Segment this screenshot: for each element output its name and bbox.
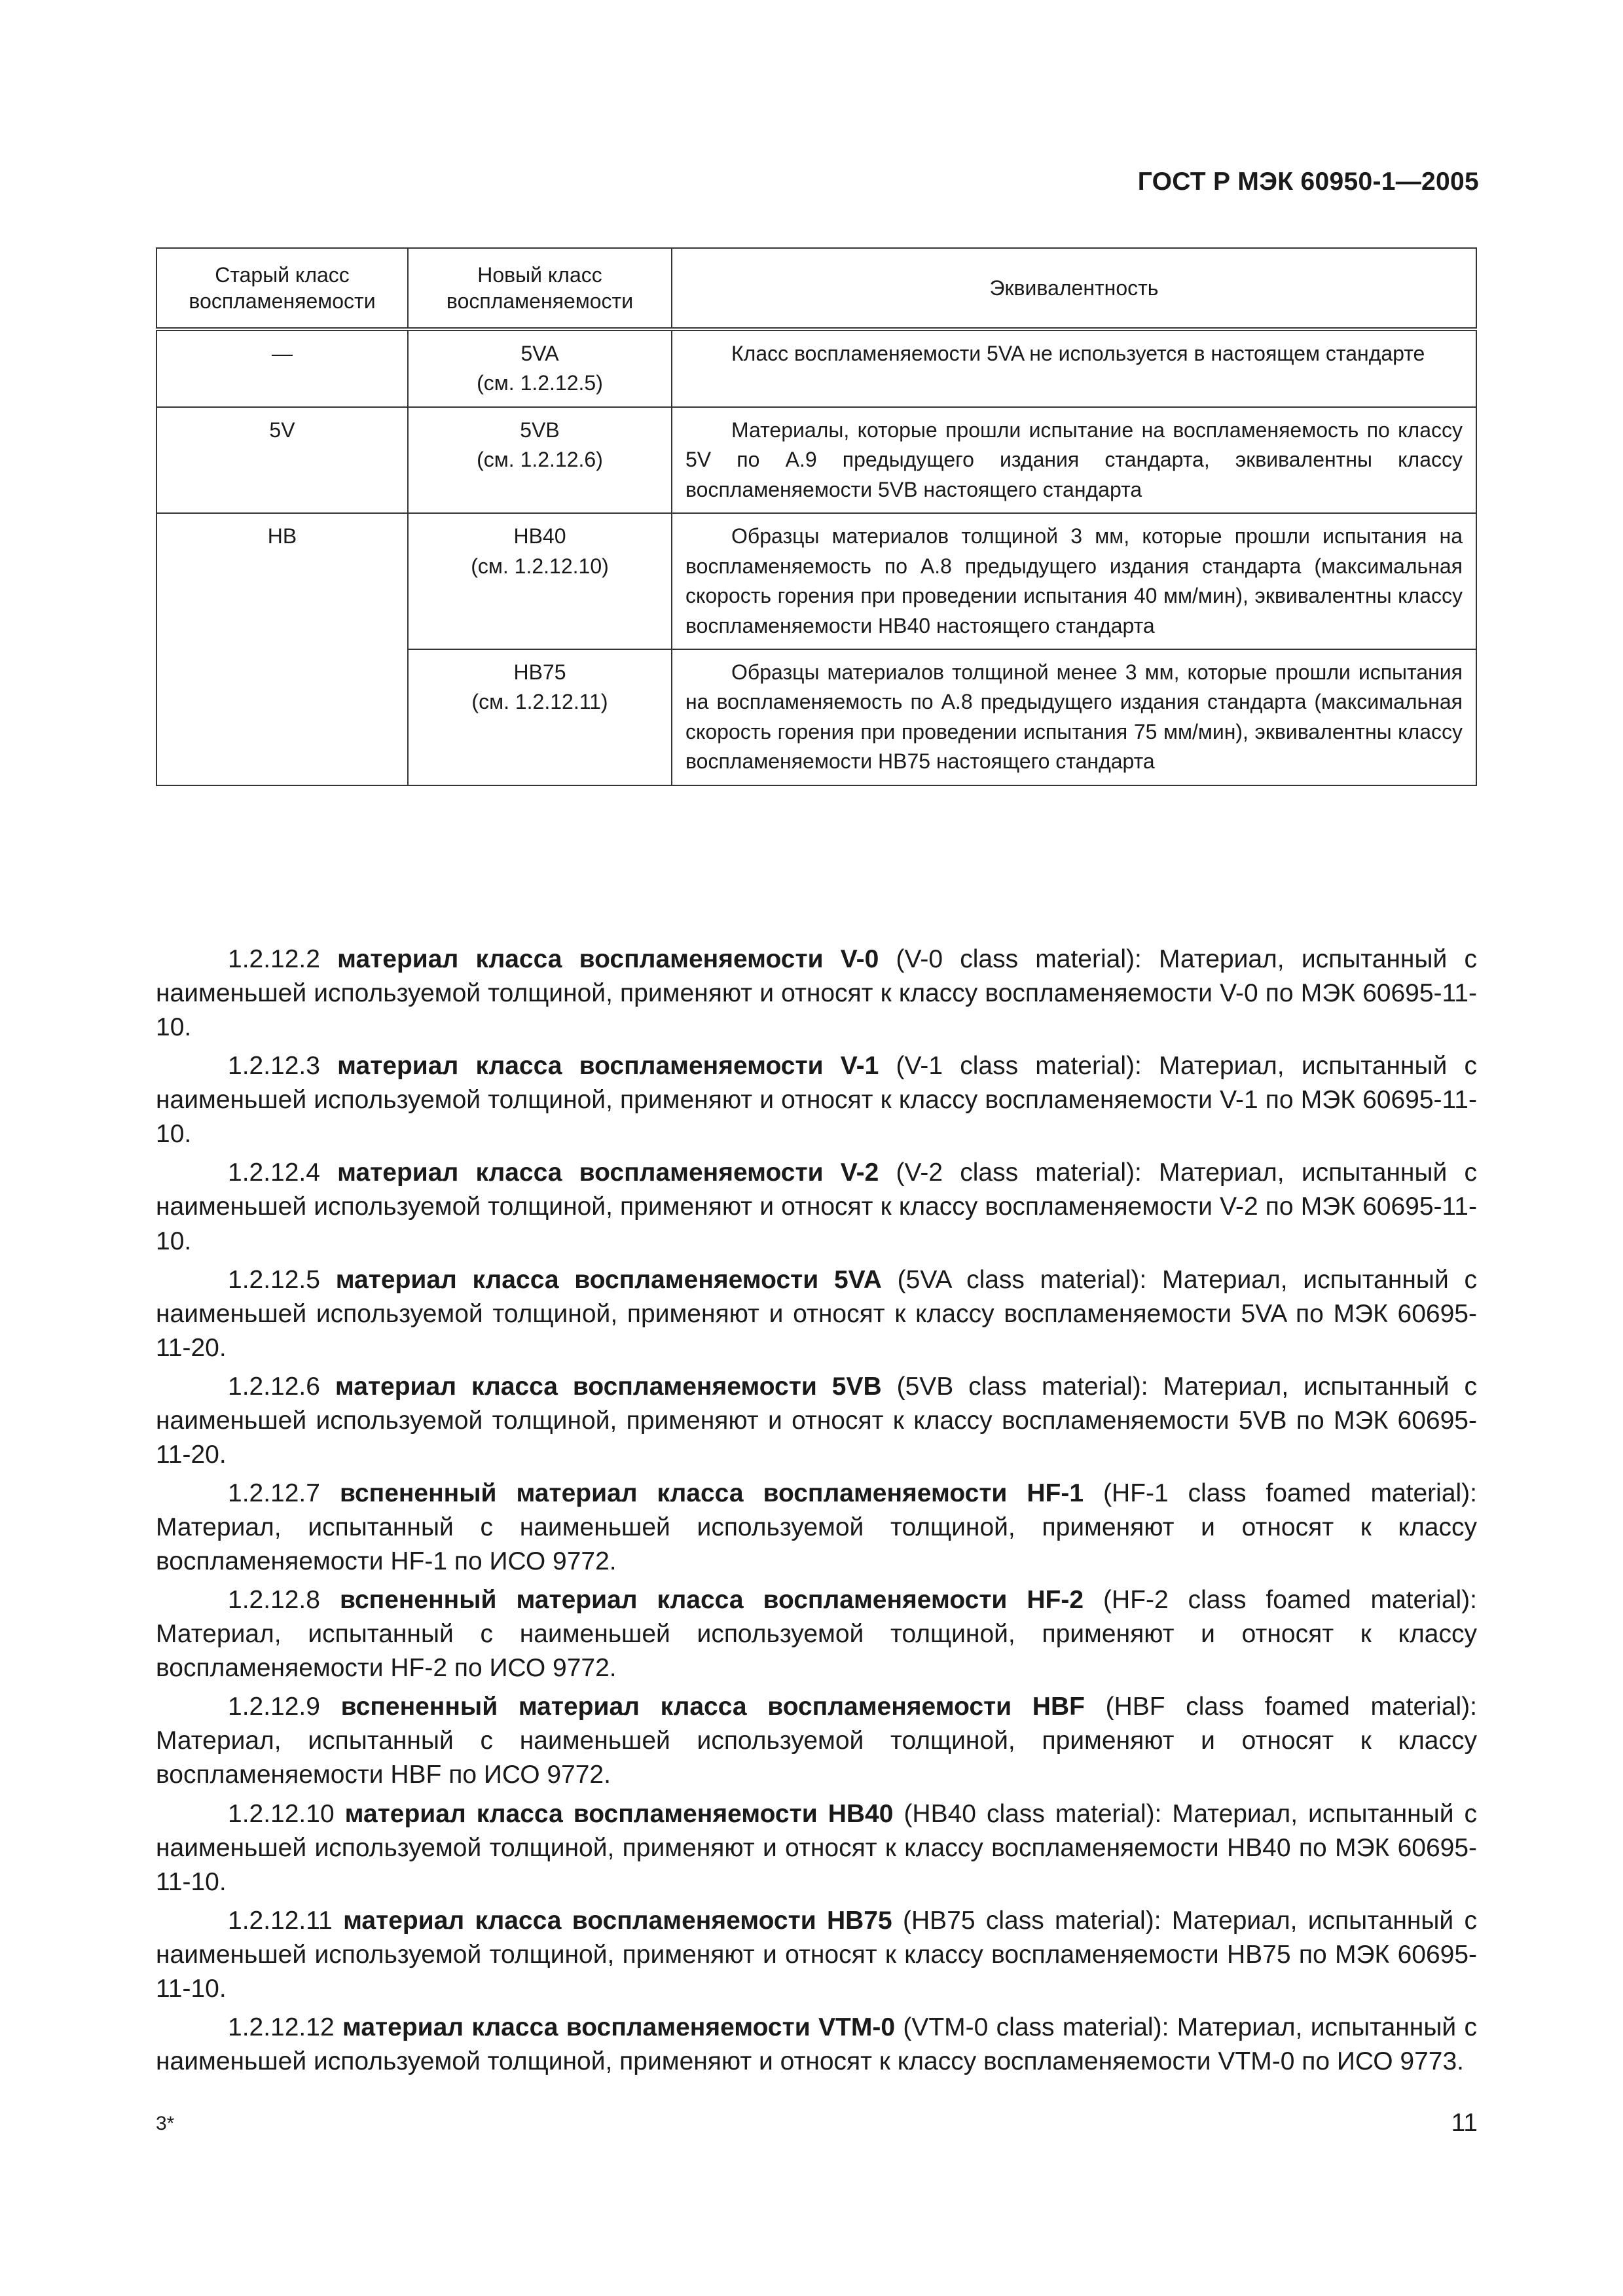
header-new-class: Новый класс воспламеняемости	[408, 248, 672, 329]
clause-text: (HF-2 class foamed material): Материал, испытанный с наименьшей используемой толщиной, применяют и относят к классу воспламеняемости HF-2 по ИСО 9772.	[156, 1586, 1477, 1683]
clause-paragraph	[156, 1370, 1477, 1472]
clause-term: материал класса воспламеняемости HB75	[343, 1906, 892, 1935]
clause-number: 1.2.12.9	[228, 1693, 320, 1721]
new-class-name: 5VB	[520, 418, 560, 442]
clause-text: (HB75 class material): Материал, испытанный с наименьшей используемой толщиной, применяют и относят к классу воспламеняемости HB75 по МЭК 60695-11-10.	[156, 1906, 1478, 2003]
clause-text: (5VA class material): Материал, испытанный с наименьшей используемой толщиной, применяют и относят к классу воспламеняемости 5VA по МЭК 60695-11-20.	[156, 1265, 1477, 1362]
new-class-ref: (см. 1.2.12.6)	[477, 448, 603, 472]
clause-paragraph	[156, 2011, 1477, 2079]
equivalence-table	[156, 247, 1477, 786]
clause-text: (HB40 class material): Материал, испытанный с наименьшей используемой толщиной, применяют и относят к классу воспламеняемости HB40 по МЭК 60695-11-10.	[156, 1799, 1477, 1896]
clause-term: материал класса воспламеняемости V-0	[337, 945, 879, 973]
clause-paragraph	[156, 1049, 1477, 1151]
clause-paragraph	[156, 1690, 1477, 1792]
new-class-cell	[408, 649, 672, 785]
clause-paragraph	[156, 1156, 1477, 1258]
header-old-class: Старый класс воспламеняемости	[156, 248, 408, 329]
table-header-row	[156, 248, 1476, 329]
clauses-body	[156, 942, 1477, 2083]
new-class-name: 5VA	[520, 342, 559, 365]
page-number: 11	[1451, 2109, 1478, 2137]
clause-number: 1.2.12.7	[228, 1479, 320, 1507]
table-row	[156, 513, 1476, 649]
clause-text: (HF-1 class foamed material): Материал, испытанный с наименьшей используемой толщиной, применяют и относят к классу воспламеняемости HF-1 по ИСО 9772.	[156, 1479, 1477, 1576]
new-class-cell	[408, 407, 672, 513]
clause-paragraph	[156, 942, 1477, 1045]
new-class-cell	[408, 329, 672, 407]
new-class-ref: (см. 1.2.12.5)	[477, 371, 603, 395]
clause-number: 1.2.12.5	[228, 1265, 320, 1294]
clause-term: вспененный материал класса воспламеняемости HF-1	[339, 1479, 1084, 1507]
clause-number: 1.2.12.2	[228, 945, 320, 973]
clause-text: (5VB class material): Материал, испытанный с наименьшей используемой толщиной, применяют и относят к классу воспламеняемости 5VB по МЭК 60695-11-20.	[156, 1372, 1477, 1469]
clause-number: 1.2.12.4	[228, 1158, 320, 1187]
equivalence-cell: Класс воспламеняемости 5VA не используется в настоящем стандарте	[672, 329, 1476, 407]
clause-term: вспененный материал класса воспламеняемости HBF	[340, 1693, 1085, 1721]
table-row	[156, 329, 1476, 407]
equivalence-cell: Материалы, которые прошли испытание на воспламеняемость по классу 5V по А.9 предыдущего издания стандарта, эквивалентны классу воспламеняемости 5VB настоящего стандарта	[672, 407, 1476, 513]
clause-paragraph	[156, 1477, 1477, 1579]
old-class-cell: HB	[156, 513, 408, 785]
document-header: ГОСТ Р МЭК 60950-1—2005	[1137, 168, 1479, 196]
equivalence-cell: Образцы материалов толщиной 3 мм, которые прошли испытания на воспламеняемость по А.8 предыдущего издания стандарта (максимальная скорость горения при проведении испытания 40 мм/мин), эквивалентны классу воспламеняемости HB40 настоящего стандарта	[672, 513, 1476, 649]
clause-number: 1.2.12.6	[228, 1372, 320, 1401]
clause-term: материал класса воспламеняемости V-1	[337, 1052, 879, 1081]
clause-text: (HBF class foamed material): Материал, испытанный с наименьшей используемой толщиной, применяют и относят к классу воспламеняемости HBF по ИСО 9772.	[156, 1693, 1478, 1789]
clause-term: материал класса воспламеняемости V-2	[337, 1158, 879, 1187]
clause-term: материал класса воспламеняемости VTM-0	[342, 2013, 896, 2041]
header-equivalence: Эквивалентность	[672, 248, 1476, 329]
clause-paragraph	[156, 1797, 1477, 1899]
clause-paragraph	[156, 1904, 1477, 2006]
new-class-name: HB75	[513, 660, 566, 684]
table-row	[156, 407, 1476, 513]
equivalence-cell: Образцы материалов толщиной менее 3 мм, которые прошли испытания на воспламеняемость по А.8 предыдущего издания стандарта (максимальная скорость горения при проведении испытания 75 мм/мин), эквивалентны классу воспламеняемости HB75 настоящего стандарта	[672, 649, 1476, 785]
old-class-cell: —	[156, 329, 408, 407]
new-class-ref: (см. 1.2.12.11)	[471, 690, 608, 714]
clause-number: 1.2.12.11	[228, 1906, 333, 1935]
clause-text: (V-2 class material): Материал, испытанный с наименьшей используемой толщиной, применяют и относят к классу воспламеняемости V-2 по МЭК 60695-11-10.	[156, 1158, 1477, 1255]
clause-term: вспененный материал класса воспламеняемости HF-2	[339, 1586, 1084, 1615]
clause-number: 1.2.12.10	[228, 1799, 335, 1828]
new-class-ref: (см. 1.2.12.10)	[471, 554, 609, 578]
clause-paragraph	[156, 1263, 1477, 1365]
signature-mark: 3*	[156, 2113, 175, 2134]
new-class-name: HB40	[513, 524, 566, 548]
clause-text: (VTM-0 class material): Материал, испытанный с наименьшей используемой толщиной, применяют и относят к классу воспламеняемости VTM-0 по ИСО 9773.	[156, 2013, 1477, 2075]
clause-paragraph	[156, 1583, 1477, 1685]
clause-term: материал класса воспламеняемости 5VB	[335, 1372, 882, 1401]
clause-number: 1.2.12.8	[228, 1586, 320, 1615]
clause-number: 1.2.12.3	[228, 1052, 320, 1081]
old-class-cell: 5V	[156, 407, 408, 513]
clause-number: 1.2.12.12	[228, 2013, 335, 2041]
clause-term: материал класса воспламеняемости 5VA	[335, 1265, 882, 1294]
clause-text: (V-0 class material): Материал, испытанный с наименьшей используемой толщиной, применяют и относят к классу воспламеняемости V-0 по МЭК 60695-11-10.	[156, 945, 1477, 1042]
clause-term: материал класса воспламеняемости HB40	[344, 1799, 894, 1828]
new-class-cell	[408, 513, 672, 649]
clause-text: (V-1 class material): Материал, испытанный с наименьшей используемой толщиной, применяют и относят к классу воспламеняемости V-1 по МЭК 60695-11-10.	[156, 1052, 1477, 1149]
